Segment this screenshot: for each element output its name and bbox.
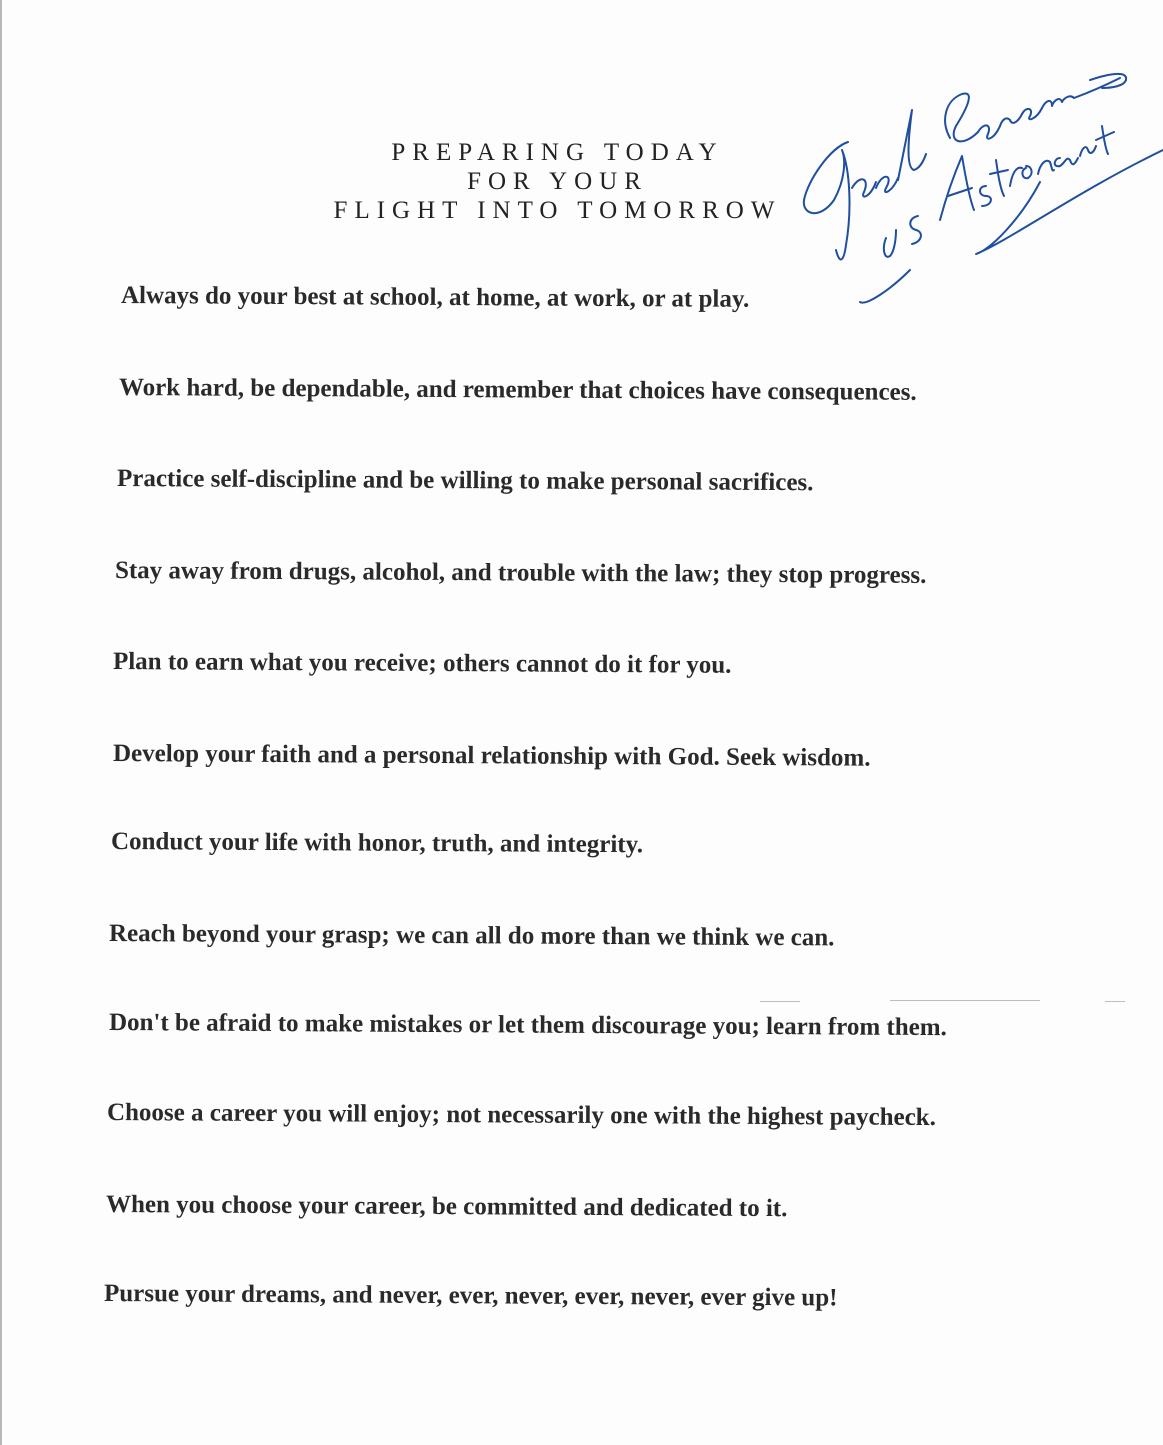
scan-artifact [890,1000,1040,1001]
principle-6: Develop your faith and a personal relationship with God. Seek wisdom. [112,740,871,772]
principle-11: When you choose your career, be committed and dedicated to it. [105,1191,788,1223]
principle-12: Pursue your dreams, and never, ever, never, ever, never, ever give up! [103,1280,838,1312]
scan-artifact [1105,1001,1125,1002]
principle-9: Don't be afraid to make mistakes or let them discourage you; learn from them. [108,1009,947,1042]
principle-4: Stay away from drugs, alcohol, and trouble with the law; they stop progress. [114,557,927,589]
title-line-2: FOR YOUR [467,168,648,195]
principle-5: Plan to earn what you receive; others cannot do it for you. [112,648,732,679]
principle-1: Always do your best at school, at home, at work, or at play. [120,282,750,313]
title-line-1: PREPARING TODAY [391,139,724,166]
principle-10: Choose a career you will enjoy; not necessarily one with the highest paycheck. [106,1099,936,1132]
handwritten-signature [790,70,1163,310]
scan-artifact [760,1001,800,1002]
principle-8: Reach beyond your grasp; we can all do more than we think we can. [108,920,835,952]
title-line-3: FLIGHT INTO TOMORROW [333,197,782,224]
principle-7: Conduct your life with honor, truth, and integrity. [110,828,644,859]
principle-3: Practice self-discipline and be willing to make personal sacrifices. [116,465,814,497]
principle-2: Work hard, be dependable, and remember that choices have consequences. [118,374,917,406]
